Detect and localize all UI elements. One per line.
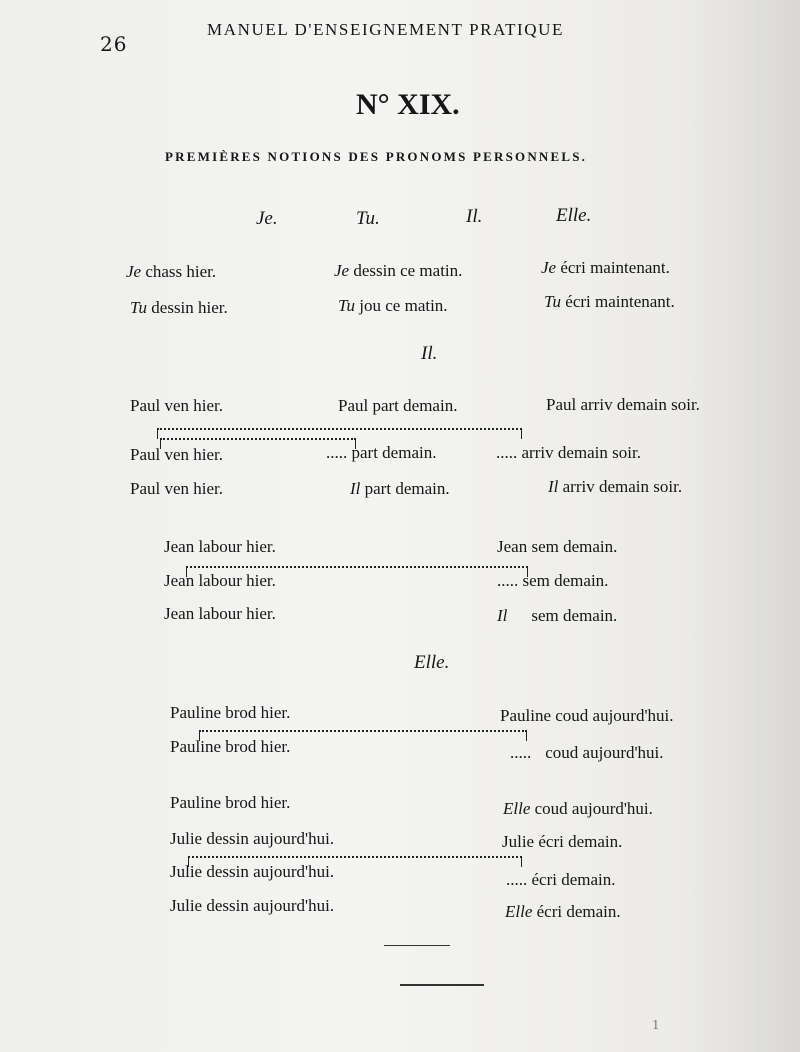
signature-mark: 1 — [652, 1018, 660, 1032]
line-tu-dessin: Tu dessin hier. — [130, 298, 228, 317]
running-title: MANUEL D'ENSEIGNEMENT PRATIQUE — [207, 20, 565, 39]
line-je-chass: Je chass hier. — [126, 262, 217, 281]
paul-row1-col2: Paul part demain. — [338, 396, 458, 415]
jean-row1-col1: Jean labour hier. — [164, 537, 276, 556]
julie-row3-col2: Elle écri demain. — [505, 902, 621, 921]
dotted-bracket — [160, 438, 356, 440]
pauline-row2-col1: Pauline brod hier. — [170, 737, 291, 756]
header-il: Il. — [466, 206, 483, 227]
pauline-row2-col2: ..... coud aujourd'hui. — [510, 743, 664, 762]
paul-row3-col3: Il arriv demain soir. — [548, 477, 683, 496]
section-heading-elle: Elle. — [414, 652, 450, 673]
pauline-row3-col1: Pauline brod hier. — [170, 793, 291, 812]
jean-row2-col1: Jean labour hier. — [164, 571, 276, 590]
header-tu: Tu. — [356, 208, 380, 229]
paul-row2-col1: Paul ven hier. — [130, 445, 224, 464]
paul-row2-col2: ..... part demain. — [326, 443, 437, 462]
julie-row2-col2: ..... écri demain. — [506, 870, 616, 889]
closing-rule-long — [400, 984, 484, 986]
dotted-bracket — [199, 730, 527, 732]
jean-row3-col2: Il sem demain. — [497, 606, 618, 625]
line-je-dessin: Je dessin ce matin. — [334, 261, 463, 280]
julie-row2-col1: Julie dessin aujourd'hui. — [170, 862, 335, 881]
jean-row1-col2: Jean sem demain. — [497, 537, 618, 556]
paul-row1-col1: Paul ven hier. — [130, 396, 224, 415]
lesson-number: N° XIX. — [356, 88, 460, 121]
line-je-ecri: Je écri maintenant. — [541, 258, 670, 277]
julie-row1-col2: Julie écri demain. — [502, 832, 623, 851]
dotted-bracket — [186, 566, 528, 568]
pauline-row3-col2: Elle coud aujourd'hui. — [503, 799, 653, 818]
julie-row1-col1: Julie dessin aujourd'hui. — [170, 829, 335, 848]
dotted-bracket — [188, 856, 522, 858]
dotted-bracket — [157, 428, 522, 430]
header-je: Je. — [256, 208, 278, 229]
paul-row3-col1: Paul ven hier. — [130, 479, 224, 498]
jean-row3-col1: Jean labour hier. — [164, 604, 276, 623]
paul-row2-col3: ..... arriv demain soir. — [496, 443, 641, 462]
header-elle: Elle. — [556, 205, 592, 226]
pauline-row1-col1: Pauline brod hier. — [170, 703, 291, 722]
closing-rule-short — [384, 945, 450, 946]
pauline-row1-col2: Pauline coud aujourd'hui. — [500, 706, 674, 725]
julie-row3-col1: Julie dessin aujourd'hui. — [170, 896, 335, 915]
jean-row2-col2: ..... sem demain. — [497, 571, 609, 590]
paul-row3-col2: Il part demain. — [350, 479, 450, 498]
lesson-subtitle: PREMIÈRES NOTIONS DES PRONOMS PERSONNELS. — [165, 149, 588, 164]
line-tu-ecri: Tu écri maintenant. — [544, 292, 675, 311]
line-tu-jou: Tu jou ce matin. — [338, 296, 448, 315]
paul-row1-col3: Paul arriv demain soir. — [546, 395, 700, 414]
page-number: 26 — [100, 32, 128, 56]
section-heading-il: Il. — [421, 343, 438, 364]
